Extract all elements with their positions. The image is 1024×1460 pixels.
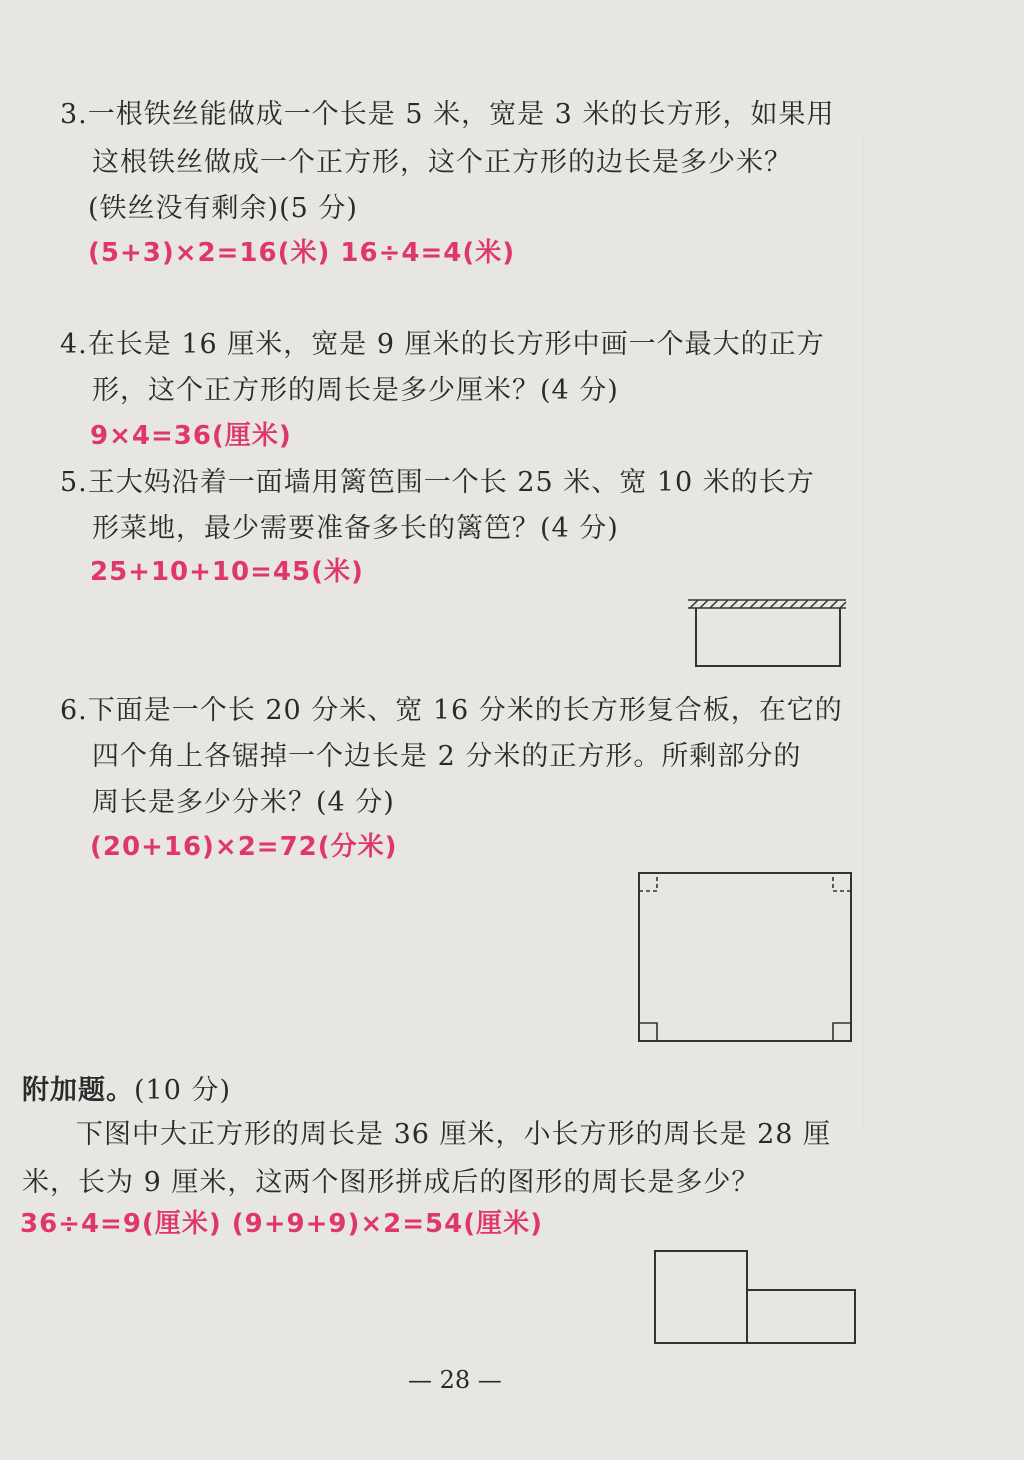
q3-line1: 3.一根铁丝能做成一个长是 5 米，宽是 3 米的长方形，如果用 <box>60 99 835 130</box>
board-outline <box>639 873 851 1041</box>
bonus-answer: 36÷4=9(厘米) (9+9+9)×2=54(厘米) <box>20 1209 543 1239</box>
q4-line2: 形，这个正方形的周长是多少厘米？(4 分) <box>92 375 619 406</box>
q5-line1: 5.王大妈沿着一面墙用篱笆围一个长 25 米、宽 10 米的长方 <box>60 467 815 498</box>
q6-answer: (20+16)×2=72(分米) <box>90 832 398 862</box>
q6-line1: 6.下面是一个长 20 分米、宽 16 分米的长方形复合板，在它的 <box>60 695 843 726</box>
corner-cutouts <box>639 873 851 1041</box>
bonus-score: (10 分) <box>134 1075 232 1106</box>
bonus-line2: 米，长为 9 厘米，这两个图形拼成后的图形的周长是多少？ <box>22 1167 760 1198</box>
q5-answer: 25+10+10=45(米) <box>90 557 364 587</box>
q4-answer: 9×4=36(厘米) <box>90 421 292 451</box>
q4-line1: 4.在长是 16 厘米，宽是 9 厘米的长方形中画一个最大的正方 <box>60 329 825 360</box>
page-number: — 28 — <box>408 1366 502 1394</box>
board-figure <box>636 870 856 1046</box>
bonus-heading <box>22 1068 231 1107</box>
q6-line3: 周长是多少分米？(4 分) <box>92 787 395 818</box>
binding-margin <box>863 130 964 1130</box>
bleed-through-text <box>560 180 568 210</box>
q3-answer: (5+3)×2=16(米) 16÷4=4(米) <box>88 238 516 268</box>
large-square <box>655 1251 747 1343</box>
fence-outline <box>696 608 840 666</box>
bonus-title: 附加题。 <box>22 1075 134 1106</box>
combined-shape-figure <box>652 1248 858 1346</box>
fence-wall-figure <box>686 594 848 670</box>
small-rectangle <box>747 1290 855 1343</box>
q3-line3: (铁丝没有剩余)(5 分) <box>88 193 358 224</box>
q3-line2: 这根铁丝做成一个正方形，这个正方形的边长是多少米？ <box>92 147 792 178</box>
wall-hatching <box>688 600 846 608</box>
q5-line2: 形菜地，最少需要准备多长的篱笆？(4 分) <box>92 513 619 544</box>
bonus-line1: 下图中大正方形的周长是 36 厘米，小长方形的周长是 28 厘 <box>76 1119 832 1150</box>
q6-line2: 四个角上各锯掉一个边长是 2 分米的正方形。所剩部分的 <box>92 741 802 772</box>
